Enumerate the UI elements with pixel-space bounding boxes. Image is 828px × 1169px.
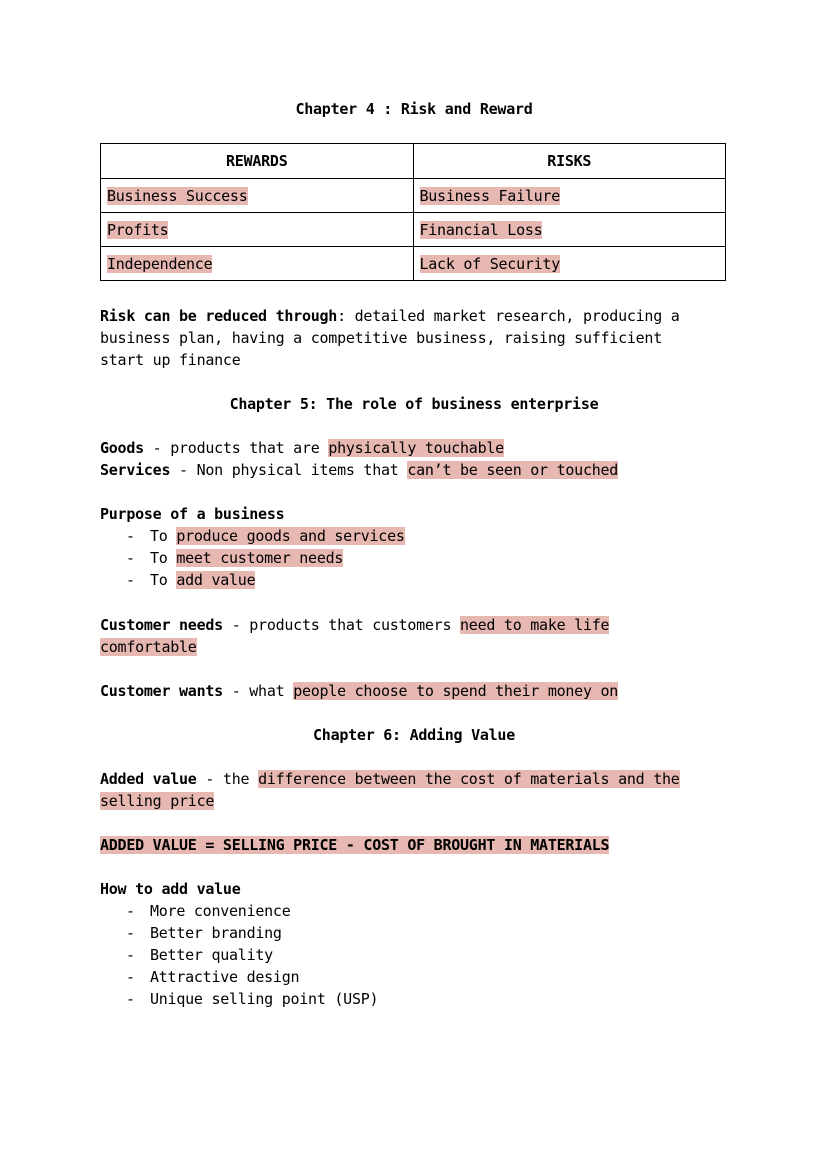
added-value-line-1 (100, 768, 680, 790)
table-cell: Business Success (101, 179, 414, 213)
risk-reduced-line-1 (100, 305, 680, 327)
added-value-formula (100, 834, 609, 856)
how-to-add-value-heading: How to add value (100, 880, 241, 898)
table-cell: Independence (101, 247, 414, 281)
customer-needs-line-2 (100, 636, 197, 658)
list-item: - Attractive design (126, 968, 300, 986)
customer-needs-highlight: need to make life (460, 616, 610, 634)
customer-needs-text: - products that customers (222, 616, 461, 634)
customer-needs-term: Customer needs (100, 616, 223, 634)
table-cell: Financial Loss (413, 213, 726, 247)
purpose-heading: Purpose of a business (100, 505, 285, 523)
chapter-6-title: Chapter 6: Adding Value (313, 726, 515, 744)
added-value-text: - the (196, 770, 259, 788)
table-cell: Business Failure (413, 179, 726, 213)
customer-needs-highlight-2: comfortable (100, 638, 197, 656)
list-item: - To meet customer needs (126, 549, 344, 567)
goods-definition (100, 437, 504, 459)
list-item: - To add value (126, 571, 256, 589)
risk-reduced-line-2: business plan, having a competitive business, raising sufficient (100, 329, 662, 347)
table-row (101, 247, 726, 281)
added-value-term: Added value (100, 770, 197, 788)
list-item: - Unique selling point (USP) (126, 990, 379, 1008)
risk-reduced-text: : detailed market research, producing a (337, 307, 680, 325)
table-header-risks: RISKS (413, 144, 726, 179)
goods-highlight: physically touchable (328, 439, 504, 457)
customer-wants-term: Customer wants (100, 682, 223, 700)
risk-reduced-line-3: start up finance (100, 351, 241, 369)
added-value-highlight: difference between the cost of materials and the (258, 770, 680, 788)
table-header-rewards: REWARDS (101, 144, 414, 179)
customer-wants-text: - what (222, 682, 294, 700)
goods-term: Goods (100, 439, 144, 457)
risk-reduced-label: Risk can be reduced through (100, 307, 338, 325)
customer-wants-highlight: people choose to spend their money on (293, 682, 619, 700)
risk-reward-table (100, 143, 726, 281)
list-item: - More convenience (126, 902, 291, 920)
chapter-4-title: Chapter 4 : Risk and Reward (295, 100, 533, 118)
table-row (101, 213, 726, 247)
added-value-highlight-2: selling price (100, 792, 215, 810)
list-item: - To produce goods and services (126, 527, 405, 545)
customer-wants (100, 680, 618, 702)
formula-highlight: ADDED VALUE = SELLING PRICE - COST OF BROUGHT IN MATERIALS (100, 836, 610, 854)
chapter-5-title: Chapter 5: The role of business enterprise (229, 395, 599, 413)
customer-needs-line-1 (100, 614, 609, 636)
added-value-line-2 (100, 790, 214, 812)
services-highlight: can’t be seen or touched (407, 461, 619, 479)
table-cell: Profits (101, 213, 414, 247)
services-text: - Non physical items that (170, 461, 408, 479)
list-item: - Better branding (126, 924, 282, 942)
table-cell: Lack of Security (413, 247, 726, 281)
table-header-row (101, 144, 726, 179)
services-definition (100, 459, 618, 481)
list-item: - Better quality (126, 946, 273, 964)
table-row (101, 179, 726, 213)
goods-text: - products that are (143, 439, 329, 457)
services-term: Services (100, 461, 171, 479)
